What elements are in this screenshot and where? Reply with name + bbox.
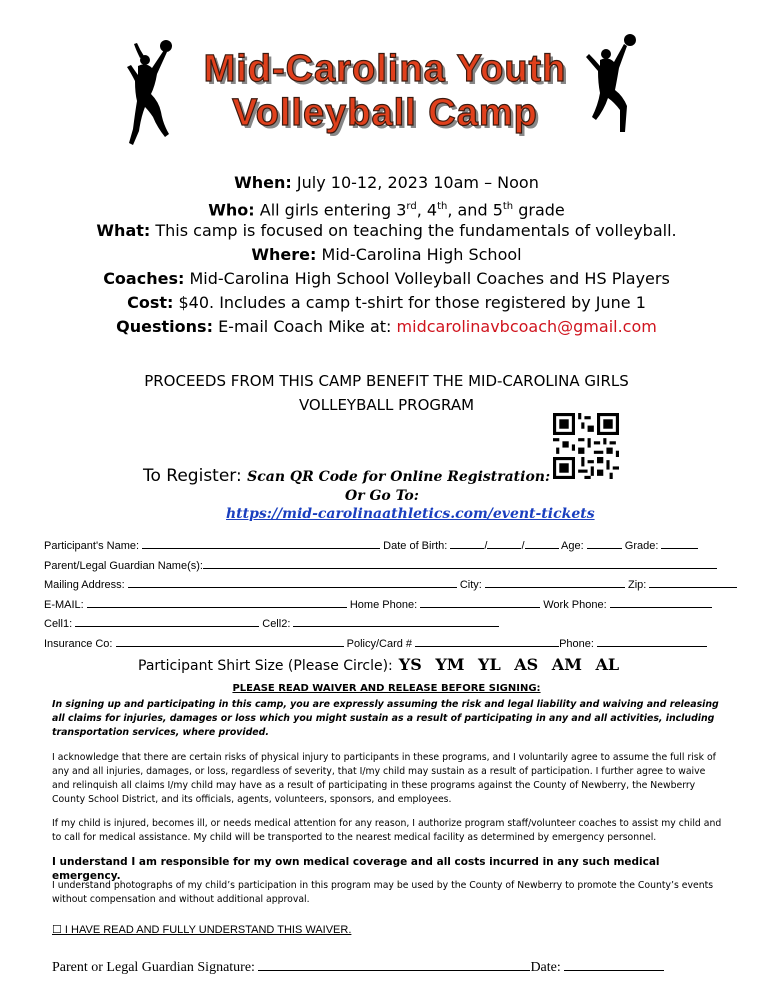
shirt-size-options[interactable]: YS YM YL AS AM AL bbox=[398, 655, 620, 674]
insurance-field[interactable] bbox=[116, 635, 344, 647]
mailing-address-field[interactable] bbox=[128, 576, 457, 588]
info-cost: Cost: $40. Includes a camp t-shirt for those registered by June 1 bbox=[127, 293, 646, 312]
zip-field[interactable] bbox=[649, 576, 737, 588]
age-field[interactable] bbox=[587, 537, 622, 549]
grade-field[interactable] bbox=[661, 537, 698, 549]
date-field[interactable] bbox=[564, 956, 664, 971]
waiver-paragraph-3: I understand I am responsible for my own medical coverage and all costs incurred in any such medical emergency. bbox=[52, 856, 660, 882]
form-row-mailing: Mailing Address: City: Zip: bbox=[44, 576, 737, 591]
form-row-guardian: Parent/Legal Guardian Name(s): bbox=[44, 557, 717, 572]
or-go-to: Or Go To: bbox=[345, 488, 419, 504]
waiver-paragraph-1: I acknowledge that there are certain risks of physical injury to participants in these programs, and I voluntarily agree to assume the full risk of any and all injuries, damages, or loss, regardless of severity, that I/my child may sustain as a result of participation. I further agree to waive and relinquish all claims I/my child may have as a result of participating in these programs against the County of Newberry, the Newberry County School District, and its officials, agents, volunteers, sponsors, and employees. bbox=[52, 752, 716, 805]
info-who: Who: All girls entering 3rd, 4th, and 5th grade bbox=[208, 200, 565, 220]
proceeds-line1: PROCEEDS FROM THIS CAMP BENEFIT THE MID-CAROLINA GIRLS bbox=[144, 372, 629, 390]
info-where: Where: Mid-Carolina High School bbox=[251, 245, 522, 264]
waiver-paragraph-2: If my child is injured, becomes ill, or needs medical attention for any reason, I authorize program staff/volunteer coaches to assist my child and to call for medical assistance. My child will be transported to the nearest medical facility as determined by emergency personnel. bbox=[52, 818, 722, 843]
insurance-phone-field[interactable] bbox=[597, 635, 707, 647]
dob-month-field[interactable] bbox=[450, 537, 484, 549]
city-field[interactable] bbox=[485, 576, 625, 588]
guardian-name-field[interactable] bbox=[203, 557, 717, 569]
form-row-participant: Participant's Name: Date of Birth: / / Age: Grade: bbox=[44, 537, 698, 552]
waiver-heading: PLEASE READ WAIVER AND RELEASE BEFORE SIGNING: bbox=[232, 683, 541, 694]
form-row-insurance: Insurance Co: Policy/Card # Phone: bbox=[44, 635, 707, 650]
email-field[interactable] bbox=[87, 596, 347, 608]
cell1-field[interactable] bbox=[75, 615, 259, 627]
form-row-email: E-MAIL: Home Phone: Work Phone: bbox=[44, 596, 712, 611]
signature-row: Parent or Legal Guardian Signature: Date: bbox=[52, 956, 664, 976]
work-phone-field[interactable] bbox=[610, 596, 712, 608]
contact-email-link[interactable]: midcarolinavbcoach@gmail.com bbox=[396, 317, 657, 336]
participant-name-field[interactable] bbox=[142, 537, 380, 549]
waiver-intro: In signing up and participating in this camp, you are expressly assuming the risk and legal liability and waiving and releasing all claims for injuries, damages or loss which you might sustain as a result of participating in any and all activities, including transportation services, where provided. bbox=[52, 699, 719, 738]
dob-day-field[interactable] bbox=[487, 537, 521, 549]
volleyball-player-left-icon bbox=[118, 38, 188, 158]
registration-url-link[interactable]: https://mid-carolinaathletics.com/event-tickets bbox=[226, 506, 595, 522]
waiver-acknowledge-checkbox[interactable]: ☐ I HAVE READ AND FULLY UNDERSTAND THIS WAIVER. bbox=[52, 924, 352, 936]
cell2-field[interactable] bbox=[293, 615, 499, 627]
home-phone-field[interactable] bbox=[420, 596, 540, 608]
shirt-size-row: Participant Shirt Size (Please Circle): YS YM YL AS AM AL bbox=[138, 655, 620, 674]
qr-code-icon[interactable] bbox=[553, 413, 619, 479]
register-line: To Register: Scan QR Code for Online Registration: bbox=[143, 466, 551, 486]
info-questions: Questions: E-mail Coach Mike at: midcarolinavbcoach@gmail.com bbox=[116, 317, 657, 336]
info-what: What: This camp is focused on teaching the fundamentals of volleyball. bbox=[96, 221, 677, 240]
dob-year-field[interactable] bbox=[525, 537, 559, 549]
camp-title-line1: Mid-Carolina Youth bbox=[203, 48, 567, 90]
camp-title-line2: Volleyball Camp bbox=[232, 92, 538, 134]
proceeds-line2: VOLLEYBALL PROGRAM bbox=[298, 396, 475, 414]
info-coaches: Coaches: Mid-Carolina High School Volleyball Coaches and HS Players bbox=[103, 269, 670, 288]
signature-field[interactable] bbox=[258, 956, 530, 971]
form-row-cell: Cell1: Cell2: bbox=[44, 615, 499, 630]
policy-card-field[interactable] bbox=[415, 635, 559, 647]
waiver-paragraph-4: I understand photographs of my child’s participation in this program may be used by the County of Newberry to promote the County’s events without compensation and without additional approval. bbox=[52, 880, 714, 905]
info-when: When: July 10-12, 2023 10am – Noon bbox=[234, 173, 539, 192]
